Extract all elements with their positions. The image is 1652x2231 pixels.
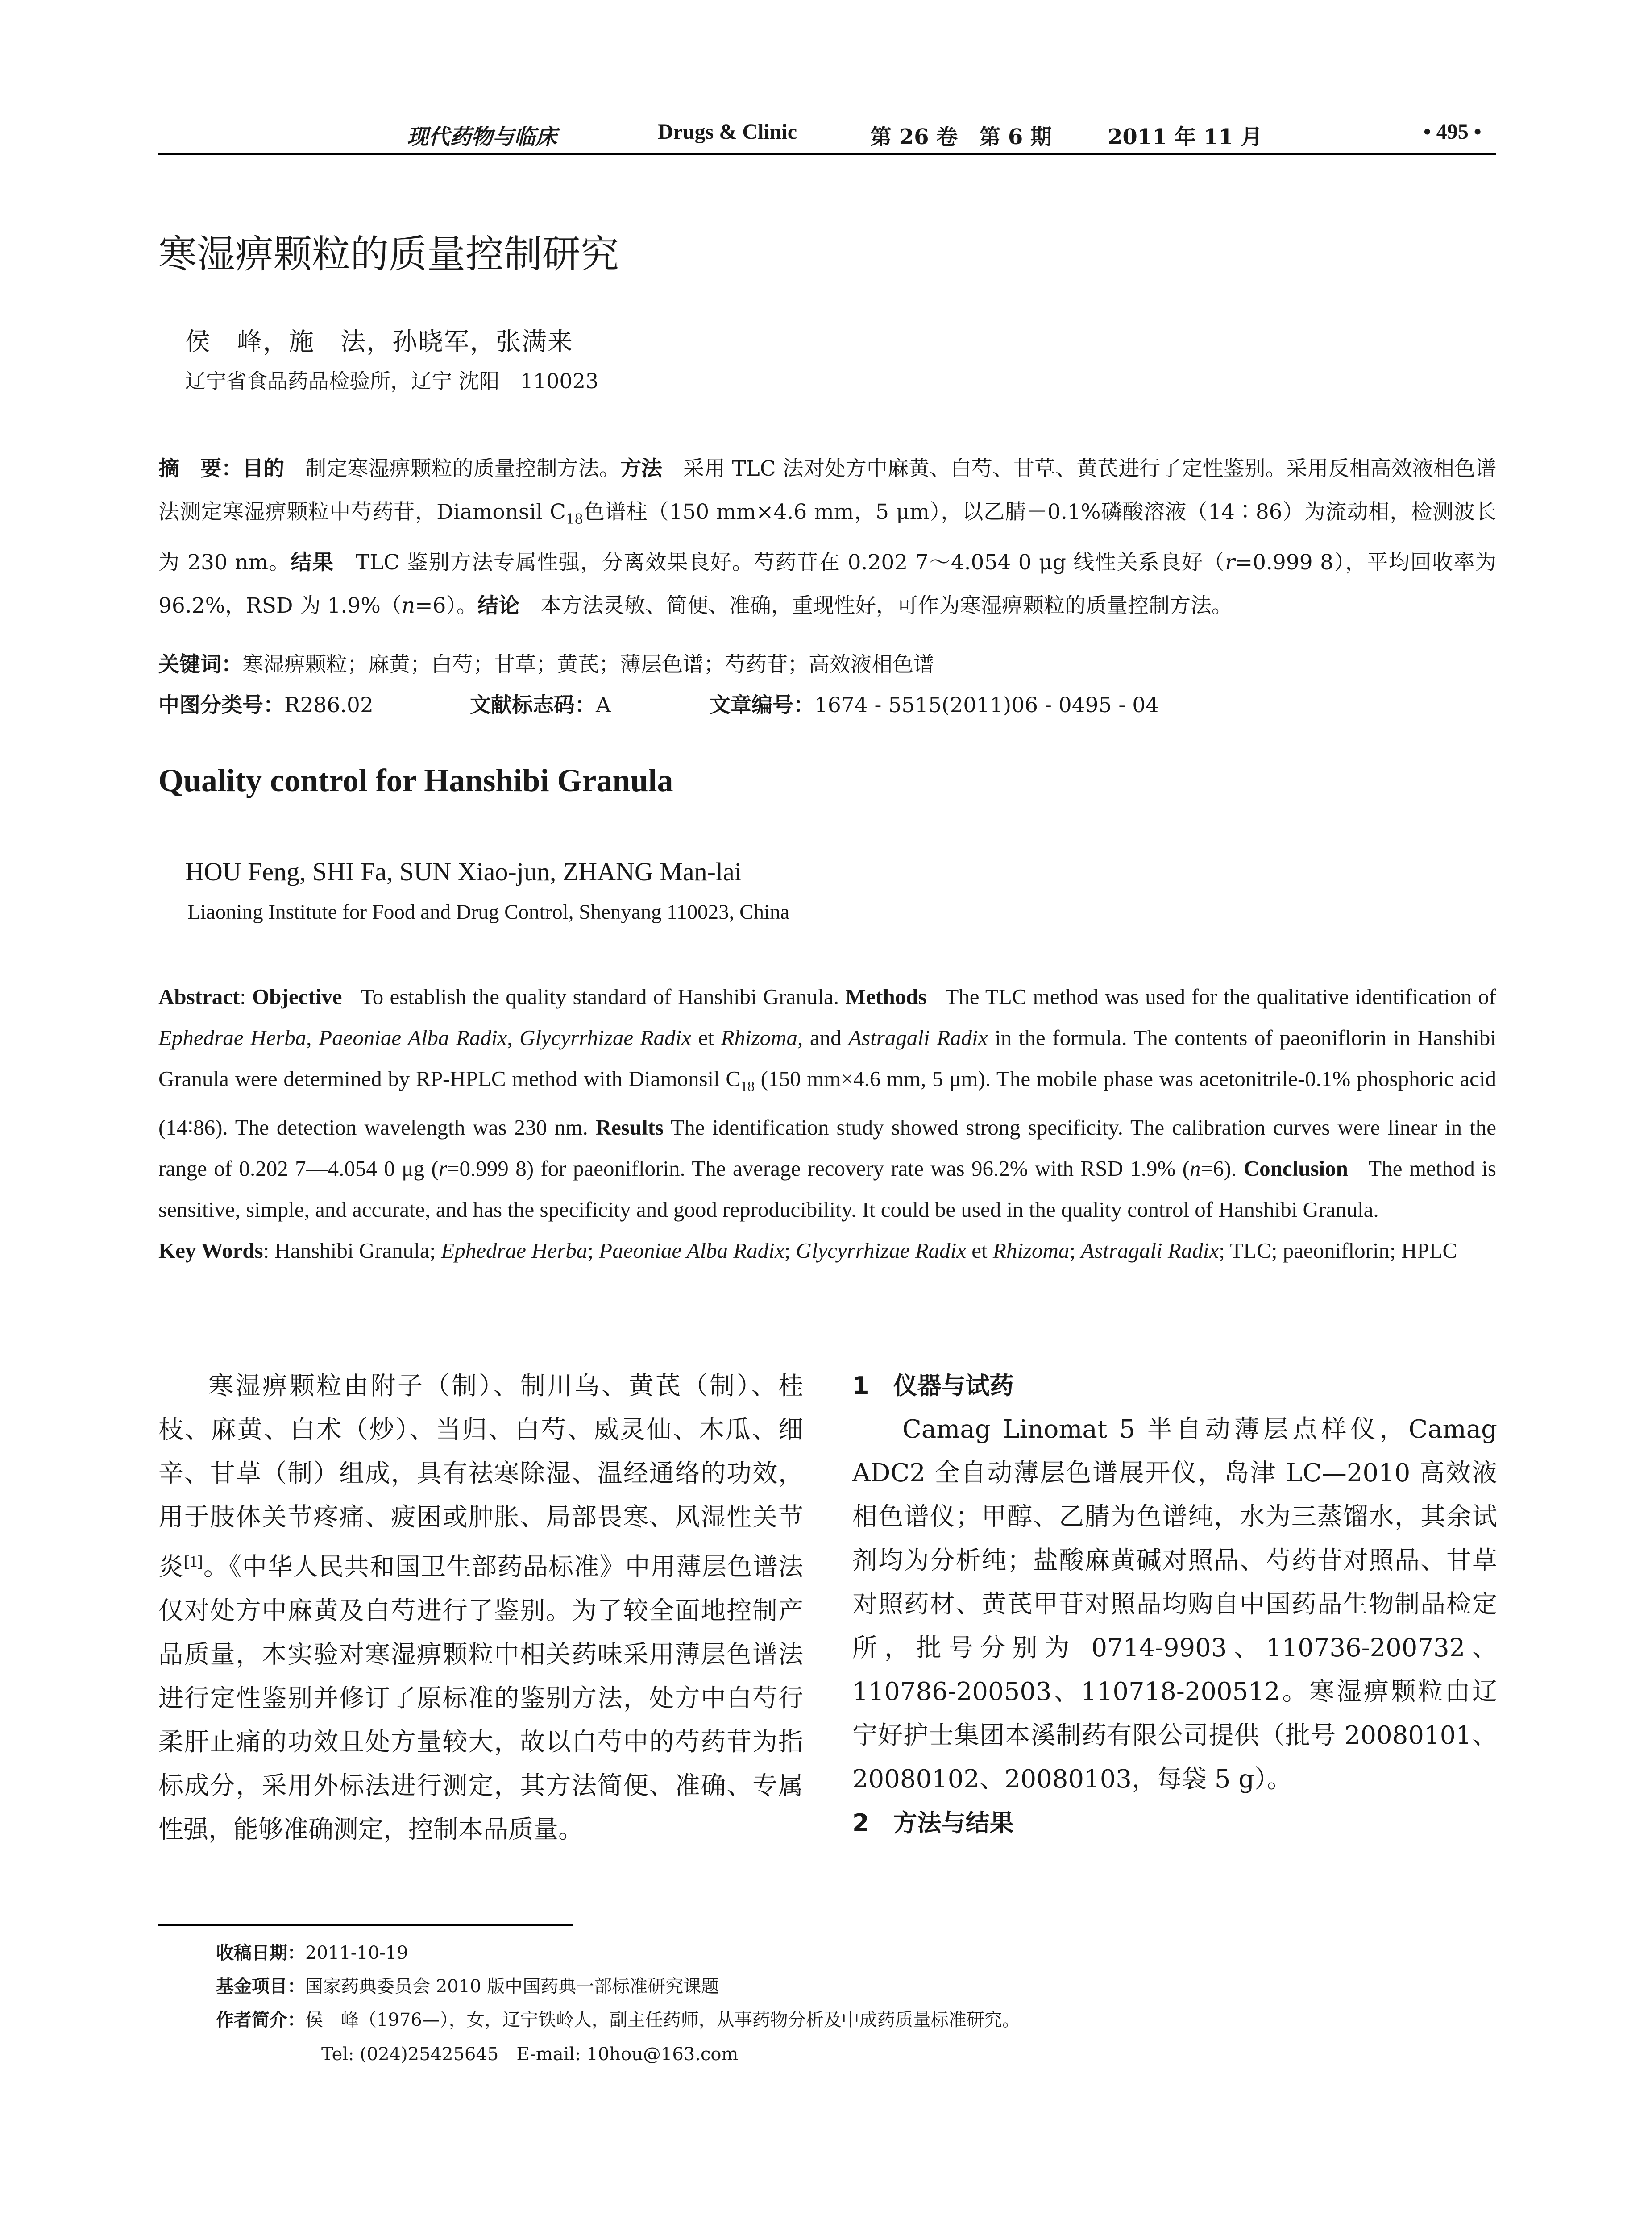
kw-herb-ephedrae: Ephedrae Herba	[441, 1238, 588, 1263]
herb-rhizoma: Rhizoma	[721, 1025, 798, 1050]
results-en-3: =6).	[1200, 1156, 1237, 1181]
affiliation-en: Liaoning Institute for Food and Drug Control, Shenyang 110023, China	[187, 900, 790, 924]
results-label-cn: 结果	[291, 550, 334, 575]
methods-cn-2: 色谱柱（150 mm×4.6 mm，5 μm），以乙腈－0.1%磷酸溶液（14∶86）为流动相，检测波长为 230 nm。	[158, 500, 1496, 575]
intro-text-1: 寒湿痹颗粒由附子（制）、制川乌、黄芪（制）、桂枝、麻黄、白术（炒）、当归、白芍、威灵仙、木瓜、细辛、甘草（制）组成，具有祛寒除湿、温经通络的功效，用于肢体关节疼痛、疲困或肿胀、局部畏寒、风湿性关节炎	[158, 1372, 803, 1582]
footnote-fund	[216, 1972, 719, 1998]
affiliation-cn: 辽宁省食品药品检验所，辽宁 沈阳 110023	[185, 369, 599, 393]
kw-herb-paeoniae: Paeoniae Alba Radix	[599, 1238, 784, 1263]
results-label-en: Results	[595, 1115, 664, 1140]
clc-value: R286.02	[284, 693, 374, 717]
article-id-label: 文章编号：	[710, 693, 814, 717]
doc-code-value: A	[596, 693, 611, 717]
objective-label-cn: 目的	[242, 456, 285, 481]
methods-en-2: in the formula. The contents of paeoniflorin in Hanshibi Granula were determined by RP-HPLC method with Diamonsil C	[158, 1025, 1497, 1091]
abstract-en-body: Abstract: Objective To establish the quality standard of Hanshibi Granula. Methods The TLC method was used for the qualitative identification of Ephedrae Herba, Paeoniae Alba Radix, Glycyrrhizae Radix et Rhizoma, and Astragali Radix in the formula. The contents of paeoniflorin in Hanshibi Granula were determined by RP-HPLC method with Diamonsil $C_{18}$ (150 mm×4.6 mm, 5 μm). The mobile phase was acetonitrile-0.1% phosphoric acid (14∶86). The detection wavelength was 230 nm. Results The identification study showed strong specificity. The calibration curves were linear in the range of 0.202 7—4.054 0 μg (r=0.999 8) for paeoniflorin. The average recovery rate was 96.2% with RSD 1.9% (n=6). Conclusion The method is sensitive, simple, and accurate, and has the specificity and good reproducibility. It could be used in the quality control of Hanshibi Granula.	[158, 984, 1497, 1222]
body-left-column	[158, 1364, 803, 1852]
methods-label-cn: 方法	[620, 456, 663, 481]
methods-en-1: The TLC method was used for the qualitative identification of	[945, 984, 1496, 1009]
section-1-text: Camag Linomat 5 半自动薄层点样仪，Camag ADC2 全自动薄层色谱展开仪，岛津 LC—2010 高效液相色谱仪；甲醇、乙腈为色谱纯，水为三蒸馏水，其余试剂均为分析纯；盐酸麻黄碱对照品、芍药苷对照品、甘草对照药材、黄芪甲苷对照品均购自中国药品生物制品检定所，批号分别为 0714-9903、110736-200732、110786-200503、110718-200512。寒湿痹颗粒由辽宁好护士集团本溪制药有限公司提供（批号 20080101、20080102、20080103，每袋 5 g）。	[852, 1415, 1497, 1794]
keywords-label-cn: 关键词：	[158, 652, 242, 677]
journal-name-en: Drugs & Clinic	[658, 120, 797, 144]
methods-cn-1: 采用 TLC 法对处方中麻黄、白芍、甘草、黄芪进行了定性鉴别。采用反相高效液相色谱法测定寒湿痹颗粒中芍药苷，Diamonsil C	[158, 456, 1497, 524]
intro-text-2: 。《中华人民共和国卫生部药品标准》中用薄层色谱法仅对处方中麻黄及白芍进行了鉴别。为了较全面地控制产品质量，本实验对寒湿痹颗粒中相关药味采用薄层色谱法进行定性鉴别并修订了原标准的鉴别方法，处方中白芍行柔肝止痛的功效且处方量较大，故以白芍中的芍药苷为指标成分，采用外标法进行测定，其方法简便、准确、专属性强，能够准确测定，控制本品质量。	[158, 1552, 804, 1844]
body-right-column	[852, 1364, 1497, 1845]
results-cn-3: =6）。	[415, 593, 477, 618]
objective-en: To establish the quality standard of Hanshibi Granula.	[361, 984, 839, 1009]
authors-en: HOU Feng, SHI Fa, SUN Xiao-jun, ZHANG Man-lai	[185, 857, 742, 886]
abstract-cn	[158, 447, 1496, 627]
keywords-list-cn: 寒湿痹颗粒；麻黄；白芍；甘草；黄芪；薄层色谱；芍药苷；高效液相色谱	[242, 652, 934, 677]
results-n-cn: n	[401, 593, 415, 618]
received-date: 2011-10-19	[305, 1943, 408, 1963]
section-2-heading: 2 方法与结果	[852, 1809, 1014, 1837]
section-1-heading: 1 仪器与试药	[852, 1372, 1014, 1400]
clc-label: 中图分类号：	[158, 693, 284, 717]
conclusion-label-en: Conclusion	[1243, 1156, 1348, 1181]
footnote-author	[216, 2006, 1020, 2031]
et-word: et	[698, 1025, 714, 1050]
author-bio-label: 作者简介：	[216, 2010, 305, 2030]
doc-code-line	[470, 688, 611, 718]
methods-sub-cn: 18	[565, 511, 583, 527]
results-cn-2: =0.999 8），平均回收率为 96.2%，RSD 为 1.9%（	[158, 550, 1497, 618]
herb-paeoniae: Paeoniae Alba Radix	[319, 1025, 507, 1050]
footnote-rule	[158, 1924, 573, 1926]
intro-reference: [1]	[184, 1552, 203, 1570]
kw-herb-glycyrrhizae: Glycyrrhizae Radix	[796, 1238, 967, 1263]
keywords-en-2: ; TLC; paeoniflorin; HPLC	[1219, 1238, 1457, 1263]
footnote-received	[216, 1939, 408, 1964]
volume-issue: 第 26 卷 第 6 期	[870, 124, 1052, 149]
results-en-1: The identification study showed strong specificity. The calibration curves were linear in the range of 0.202 7—4.054 0 μg (	[158, 1115, 1496, 1181]
authors-cn: 侯 峰，施 法，孙晓军，张满来	[185, 328, 573, 357]
herb-ephedrae: Ephedrae Herba	[158, 1025, 307, 1050]
results-r-en: r	[438, 1156, 447, 1181]
keywords-cn	[158, 648, 934, 678]
classification-line	[158, 688, 374, 718]
objective-cn: 制定寒湿痹颗粒的质量控制方法。	[305, 456, 620, 481]
keywords-en: Key Words: Hanshibi Granula; Ephedrae Herba; Paeoniae Alba Radix; Glycyrrhizae Radix et Rhizoma; Astragali Radix; TLC; paeoniflorin; HPLC	[158, 1238, 1457, 1263]
herb-glycyrrhizae: Glycyrrhizae Radix	[519, 1025, 691, 1050]
issue-date: 2011 年 11 月	[1108, 124, 1262, 149]
article-id-value: 1674 - 5515(2011)06 - 0495 - 04	[814, 693, 1159, 717]
conclusion-label-cn: 结论	[477, 593, 519, 618]
title-en: Quality control for Hanshibi Granula	[158, 763, 673, 798]
methods-sub-en: 18	[740, 1078, 755, 1094]
journal-name-cn: 现代药物与临床	[407, 124, 557, 149]
methods-en-3: (150 mm×4.6 mm, 5 μm). The mobile phase was acetonitrile-0.1% phosphoric acid (14∶86). The detection wavelength was 230 nm.	[158, 1066, 1497, 1140]
and-word: , and	[797, 1025, 842, 1050]
header-rule	[158, 153, 1496, 155]
abstract-label-cn: 摘 要：	[158, 456, 243, 481]
article-id-line	[710, 688, 1159, 718]
title-cn: 寒湿痹颗粒的质量控制研究	[158, 232, 619, 277]
footnote-contact: Tel: (024)25425645 E-mail: 10hou@163.com	[321, 2044, 739, 2065]
methods-label-en: Methods	[845, 984, 927, 1009]
results-cn-1: TLC 鉴别方法专属性强，分离效果良好。芍药苷在 0.202 7～4.054 0 μg 线性关系良好（	[355, 550, 1225, 575]
keywords-en-1: Hanshibi Granula;	[274, 1238, 436, 1263]
kw-herb-astragali: Astragali Radix	[1081, 1238, 1219, 1263]
kw-et: et	[971, 1238, 988, 1263]
results-r-cn: r	[1225, 550, 1235, 575]
page-number: • 495 •	[1424, 120, 1482, 144]
abstract-en	[158, 976, 1496, 1271]
fund-label: 基金项目：	[216, 1976, 305, 1997]
abstract-label-en: Abstract	[158, 984, 240, 1009]
kw-herb-rhizoma: Rhizoma	[992, 1238, 1070, 1263]
received-label: 收稿日期：	[216, 1943, 305, 1963]
author-bio-text: 侯 峰（1976—），女，辽宁铁岭人，副主任药师，从事药物分析及中成药质量标准研究。	[305, 2010, 1020, 2030]
herb-astragali: Astragali Radix	[848, 1025, 988, 1050]
objective-label-en: Objective	[252, 984, 342, 1009]
conclusion-en: The method is sensitive, simple, and accurate, and has the specificity and good reproducibility. It could be used in the quality control of Hanshibi Granula.	[158, 1156, 1496, 1222]
results-n-en: n	[1190, 1156, 1201, 1181]
keywords-label-en: Key Words	[158, 1238, 263, 1263]
doc-code-label: 文献标志码：	[470, 693, 596, 717]
fund-text: 国家药典委员会 2010 版中国药典一部标准研究课题	[305, 1976, 719, 1997]
conclusion-cn: 本方法灵敏、简便、准确，重现性好，可作为寒湿痹颗粒的质量控制方法。	[540, 593, 1233, 618]
results-en-2: =0.999 8) for paeoniflorin. The average recovery rate was 96.2% with RSD 1.9% (	[447, 1156, 1190, 1181]
